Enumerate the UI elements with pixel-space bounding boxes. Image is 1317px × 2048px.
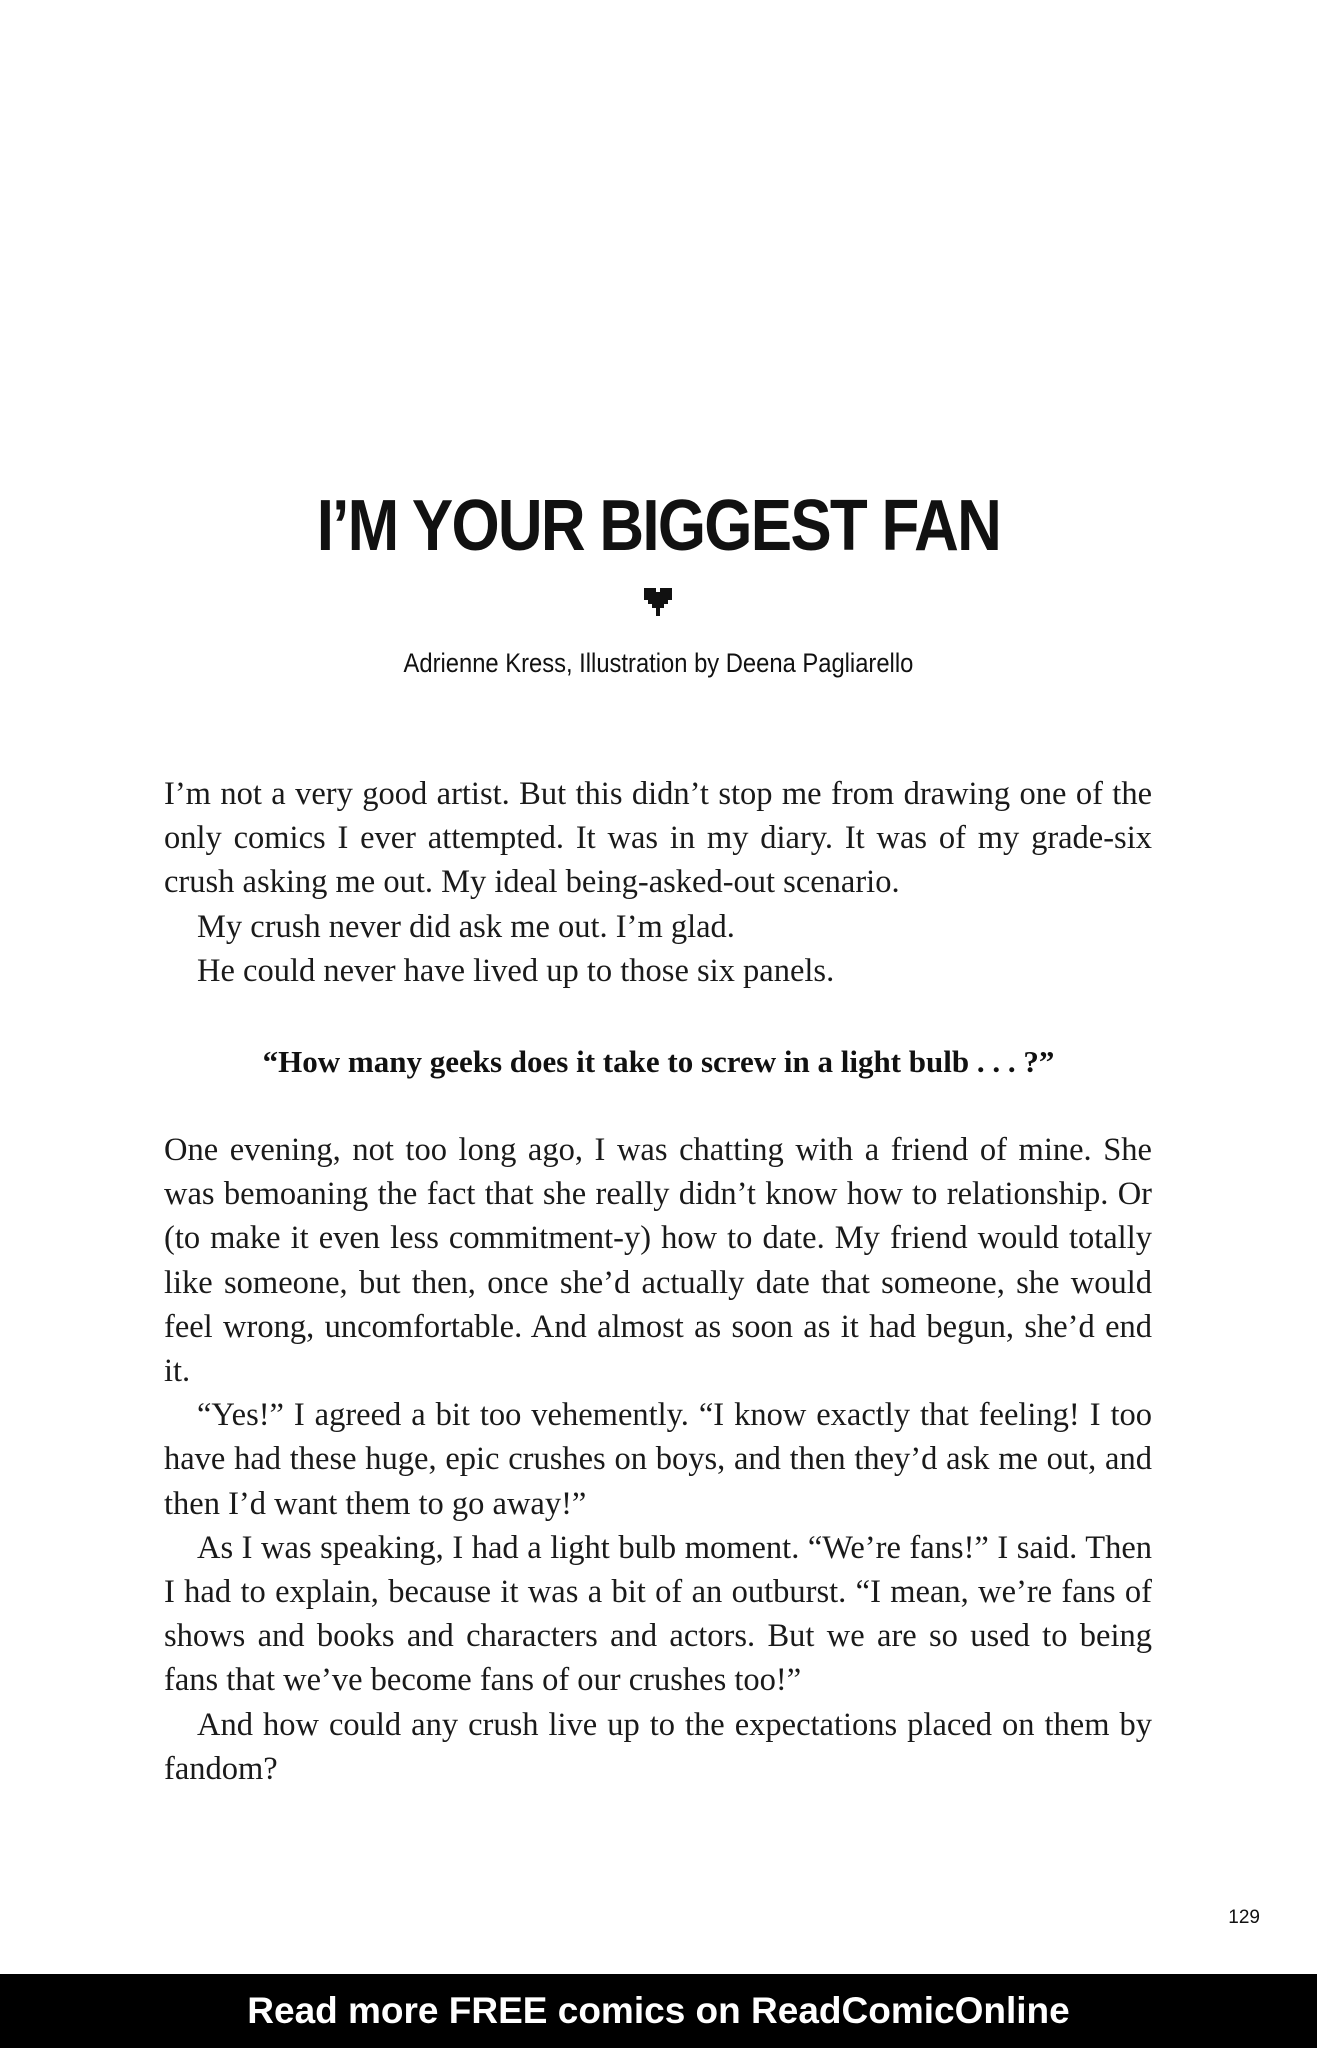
page-number: 129 bbox=[1228, 1907, 1260, 1928]
heart-icon bbox=[644, 588, 672, 616]
paragraph: He could never have lived up to those six panels. bbox=[197, 952, 835, 989]
paragraph: And how could any crush live up to the expectations placed on them by fandom? bbox=[164, 1706, 1152, 1787]
body-section-1 bbox=[164, 772, 1152, 993]
pull-quote: “How many geeks does it take to screw in a light bulb . . . ?” bbox=[262, 1044, 1055, 1079]
paragraph: I’m not a very good artist. But this didn’t stop me from drawing one of the only comics I ever attempted. It was in my diary. It was of my grade-six crush asking me out. My ideal being-asked-out scenario. bbox=[164, 776, 1152, 901]
paragraph: One evening, not too long ago, I was chatting with a friend of mine. She was bemoaning the fact that she really didn’t know how to relationship. Or (to make it even less commitment-y) how to date. My friend would totally like someone, but then, once she’d actually date that someone, she would feel wrong, uncomfortable. And almost as soon as it had begun, she’d end it. bbox=[164, 1132, 1152, 1390]
byline: Adrienne Kress, Illustration by Deena Pagliarello bbox=[403, 648, 914, 678]
promo-banner[interactable]: Read more FREE comics on ReadComicOnline bbox=[0, 1974, 1317, 2048]
paragraph: “Yes!” I agreed a bit too vehemently. “I know exactly that feeling! I too have had these huge, epic crushes on boys, and then they’d ask me out, and then I’d want them to go away!” bbox=[164, 1397, 1152, 1522]
paragraph: My crush never did ask me out. I’m glad. bbox=[197, 908, 735, 945]
body-section-2 bbox=[164, 1128, 1152, 1791]
paragraph: As I was speaking, I had a light bulb moment. “We’re fans!” I said. Then I had to explain, because it was a bit of an outburst. “I mean, we’re fans of shows and books and characters and actors. But we are so used to being fans that we’ve become fans of our crushes too!” bbox=[164, 1529, 1152, 1699]
chapter-title: I’M YOUR BIGGEST FAN bbox=[316, 486, 1001, 566]
